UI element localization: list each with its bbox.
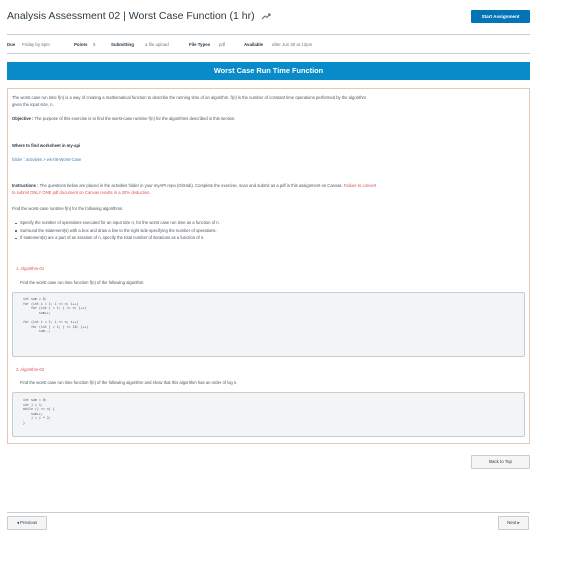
bullet-item: Surround the statement(s) with a box and draw a line to the right side specifying the number of operations. xyxy=(20,227,217,233)
objective-label: Objective : xyxy=(12,116,34,121)
algorithm-01-text: Find the worst case run time function f(n) of the following algorithm. xyxy=(20,280,145,285)
code-line: for (int i = 1; i <= n; i++) xyxy=(23,301,79,306)
code-line: sum++; xyxy=(23,310,51,315)
start-assignment-button[interactable]: Start Assignment xyxy=(471,10,530,23)
available-label: Available xyxy=(244,42,264,47)
algorithm-01-code-block xyxy=(12,292,525,357)
code-line: j = j * 2; xyxy=(23,416,51,421)
points-label: Points xyxy=(74,42,88,47)
file-types-label: File Types xyxy=(189,42,211,47)
bullet-dot xyxy=(15,238,17,240)
instructions-label: Instructions : xyxy=(12,183,39,188)
instructions xyxy=(12,183,376,189)
code-line: for (int j = 1; j <= n; j++) xyxy=(23,306,87,311)
code-line: for (int j = 1; j <= 10; j++) xyxy=(23,324,89,329)
available-value: after Jun 30 at 12pm xyxy=(272,42,313,47)
algorithm-01-heading: 1. Algorithm-01 xyxy=(16,266,45,271)
worksheet-path: folder : activities > wk-08-Worst-Case xyxy=(12,157,82,162)
algorithm-02-heading: 2. Algorithm-02 xyxy=(16,367,45,372)
find-line: Find the worst-case runtime f(n) for the following algorithms. xyxy=(12,206,124,211)
code-line: } xyxy=(23,421,25,425)
submitting-label: Submitting xyxy=(111,42,134,47)
intro-line-2: given the input size, n. xyxy=(12,101,54,107)
code-line: while (j <= n) { xyxy=(23,407,55,412)
bullet-dot xyxy=(15,230,17,232)
instructions-warning-1: Failure to convert xyxy=(343,183,377,188)
code-line: int sum = 0; xyxy=(23,398,47,402)
bullet-item: Specify the number of operations executed for an input size n, for the worst case run time as a function of n. xyxy=(20,220,220,225)
algorithm-02-text: Find the worst case run time function f(n) of the following algorithm and show that this algorithm has an order of log n. xyxy=(20,380,238,385)
divider xyxy=(7,34,530,35)
page-title-text: Analysis Assessment 02 | Worst Case Function (1 hr) xyxy=(7,10,255,22)
file-types-value: pdf xyxy=(219,42,226,47)
rocket-icon[interactable] xyxy=(261,13,271,20)
back-to-top-button[interactable]: Back to Top xyxy=(471,455,530,469)
code-line: sum++; xyxy=(23,411,43,416)
code-line: sum--; xyxy=(23,329,51,334)
objective-text: The purpose of this exercise is to find the worst-case runtime f(n) for the algorithms described in this section. xyxy=(34,116,236,121)
next-button[interactable]: Next ▸ xyxy=(498,516,529,530)
page-title xyxy=(7,10,271,22)
previous-button[interactable]: ◂ Previous xyxy=(7,516,47,530)
instructions-text: The questions below are placed in the activities folder in your myAPI repo (GitHub). Complete the exercise, scan and submit as a pdf in this assignment on Canvas. xyxy=(39,183,343,188)
code-line: int sum = 0; xyxy=(23,297,47,301)
due-value: Friday by 6pm xyxy=(22,42,50,47)
assignment-details xyxy=(7,42,530,50)
bullet-item: If statement(s) are a part of an iteration of n, specify the total number of iterations as a function of n. xyxy=(20,235,205,240)
worksheet-heading: Where to find worksheet in my-api xyxy=(12,143,81,148)
code-line: for (int i = 1; i <= n; i++) xyxy=(23,320,79,324)
divider xyxy=(7,512,530,513)
due-label: Due xyxy=(7,42,16,47)
assignment-header xyxy=(7,10,530,32)
assignment-description xyxy=(7,88,530,444)
code-line: int j = 1; xyxy=(23,402,43,407)
points-value: 5 xyxy=(93,42,96,47)
bullet-dot xyxy=(15,223,17,225)
instructions-warning-2: to submit ONLY ONE pdf document on Canvas results in a 20% deduction. xyxy=(12,190,151,195)
divider xyxy=(7,53,530,54)
algorithm-02-code-block xyxy=(12,392,525,437)
section-banner: Worst Case Run Time Function xyxy=(7,62,530,80)
submitting-value: a file upload xyxy=(145,42,169,47)
objective xyxy=(12,116,235,122)
intro-line-1: The worst case run time f(n) is a way of creating a mathematical function to describe the running time of an algorithm. f(n) is the number of constant time operations performed by the algorithm xyxy=(12,95,367,100)
